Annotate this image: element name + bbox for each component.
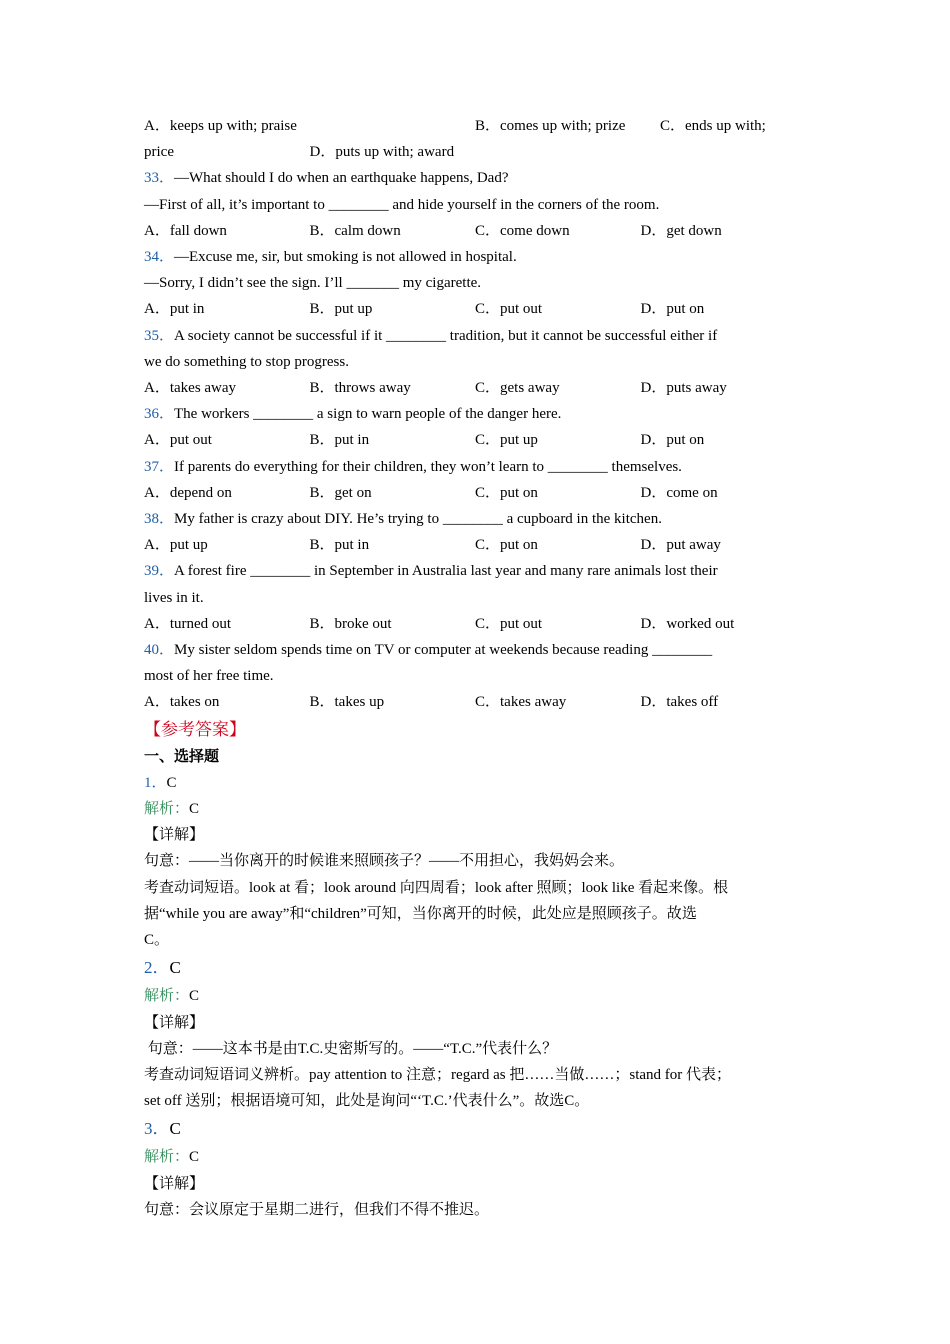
question-text: —Excuse me, sir, but smoking is not allowed in hospital. <box>174 249 517 266</box>
option-a: A．put out <box>144 432 212 449</box>
question-37 <box>144 454 794 506</box>
answer-number: 3． <box>144 1119 170 1139</box>
analysis-label: 解析： <box>144 801 190 818</box>
analysis-label: 解析： <box>144 1149 190 1166</box>
answer-value: C <box>169 1119 181 1139</box>
option-a: A．depend on <box>144 484 232 501</box>
option-c: C．takes away <box>475 694 567 711</box>
q32-option-c: C．ends up with; <box>660 118 766 134</box>
answer-3 <box>144 1114 794 1223</box>
question-text: —Sorry, I didn’t see the sign. I’ll _______ my cigarette. <box>144 275 482 292</box>
detail-text: 考查动词短语。look at 看；look around 向四周看；look after 照顾；look like 看起来像。根 <box>144 879 729 896</box>
question-number: 37． <box>144 458 175 475</box>
detail-label: 【详解】 <box>144 1175 205 1192</box>
q32-options-line-2 <box>144 139 794 165</box>
option-c: C．put out <box>475 301 543 318</box>
section-heading: 一、选择题 <box>144 748 220 765</box>
answer-2 <box>144 953 794 1114</box>
option-d: D．worked out <box>640 615 735 632</box>
options-row <box>144 532 794 558</box>
question-text: A forest fire ________ in September in Australia last year and many rare animals lost their <box>174 563 718 580</box>
analysis-value: C <box>189 988 200 1005</box>
question-text: My sister seldom spends time on TV or computer at weekends because reading ________ <box>174 642 713 659</box>
question-text: most of her free time. <box>144 668 274 685</box>
option-d: D．put on <box>640 432 705 449</box>
question-number: 40． <box>144 642 175 659</box>
option-a: A．fall down <box>144 222 227 239</box>
q32-options-line-1 <box>144 113 794 139</box>
options-row <box>144 218 794 244</box>
option-a: A．put up <box>144 537 208 554</box>
q32-option-b: B．comes up with; prize <box>475 118 626 134</box>
question-36 <box>144 401 794 453</box>
question-text: If parents do everything for their children, they won’t learn to ________ themselves. <box>174 458 682 475</box>
option-c: C．put up <box>475 432 538 449</box>
detail-text: set off 送别；根据语境可知，此处是询问“‘T.C.’代表什么”。故选C。 <box>144 1093 590 1110</box>
detail-text: 考查动词短语词义辨析。pay attention to 注意；regard as 把……当做……；stand for 代表； <box>144 1066 732 1083</box>
option-a: A．put in <box>144 301 205 318</box>
option-c: C．gets away <box>475 380 560 397</box>
detail-text: 句意：会议原定于星期二进行，但我们不得不推迟。 <box>144 1201 490 1218</box>
question-text: The workers ________ a sign to warn people of the danger here. <box>174 406 562 423</box>
option-b: B．put up <box>309 301 373 318</box>
question-number: 34． <box>144 249 175 266</box>
option-c: C．put out <box>475 615 543 632</box>
question-text: A society cannot be successful if it ________ tradition, but it cannot be successful either if <box>174 327 718 344</box>
question-text: My father is crazy about DIY. He’s trying to ________ a cupboard in the kitchen. <box>174 511 662 528</box>
analysis-value: C <box>189 801 200 818</box>
question-33 <box>144 165 794 244</box>
options-row <box>144 375 794 401</box>
option-d: D．put away <box>640 537 721 554</box>
analysis-value: C <box>189 1149 200 1166</box>
detail-label: 【详解】 <box>144 1014 205 1031</box>
options-row <box>144 689 794 715</box>
option-b: B．put in <box>309 537 370 554</box>
q32-option-d: D．puts up with; award <box>309 144 455 161</box>
answers-heading: 【参考答案】 <box>144 719 246 739</box>
analysis-label: 解析： <box>144 988 190 1005</box>
question-text: we do something to stop progress. <box>144 353 349 370</box>
question-number: 36． <box>144 406 175 423</box>
detail-text: 句意：——当你离开的时候谁来照顾孩子？——不用担心，我妈妈会来。 <box>144 853 625 870</box>
detail-text: C。 <box>144 932 170 949</box>
option-b: B．calm down <box>309 222 401 239</box>
question-text: lives in it. <box>144 589 204 606</box>
answer-1 <box>144 770 794 953</box>
question-text: —First of all, it’s important to ________ and hide yourself in the corners of the room. <box>144 196 660 213</box>
question-number: 33． <box>144 170 175 187</box>
option-c: C．put on <box>475 537 538 554</box>
option-a: A．turned out <box>144 615 232 632</box>
question-39 <box>144 558 794 637</box>
option-d: D．put on <box>640 301 705 318</box>
answer-value: C <box>169 958 181 978</box>
question-number: 38． <box>144 511 175 528</box>
answer-number: 2． <box>144 958 170 978</box>
option-b: B．takes up <box>309 694 385 711</box>
question-text: —What should I do when an earthquake happens, Dad? <box>174 170 509 187</box>
option-d: D．get down <box>640 222 722 239</box>
question-34 <box>144 244 794 323</box>
q32-option-a: A．keeps up with; praise <box>144 118 297 134</box>
option-d: D．come on <box>640 484 718 501</box>
option-b: B．broke out <box>309 615 392 632</box>
q32-option-c-cont: price <box>144 144 174 161</box>
options-row <box>144 427 794 453</box>
options-row <box>144 480 794 506</box>
question-40 <box>144 637 794 716</box>
detail-text: 句意：——这本书是由T.C.史密斯写的。——“T.C.”代表什么？ <box>144 1040 558 1057</box>
question-number: 35． <box>144 327 175 344</box>
option-d: D．puts away <box>640 380 727 397</box>
options-row <box>144 611 794 637</box>
option-b: B．throws away <box>309 380 411 397</box>
answer-number: 1． <box>144 774 167 791</box>
option-c: C．put on <box>475 484 538 501</box>
option-a: A．takes on <box>144 694 220 711</box>
option-d: D．takes off <box>640 694 719 711</box>
option-b: B．get on <box>309 484 372 501</box>
options-row <box>144 296 794 322</box>
question-38 <box>144 506 794 558</box>
option-c: C．come down <box>475 222 570 239</box>
question-number: 39． <box>144 563 175 580</box>
detail-label: 【详解】 <box>144 827 205 844</box>
detail-text: 据“while you are away”和“children”可知，当你离开的时候，此处应是照顾孩子。故选 <box>144 905 697 922</box>
document-page <box>144 113 794 1223</box>
question-35 <box>144 323 794 402</box>
option-a: A．takes away <box>144 380 237 397</box>
answer-value: C <box>166 774 177 791</box>
option-b: B．put in <box>309 432 370 449</box>
